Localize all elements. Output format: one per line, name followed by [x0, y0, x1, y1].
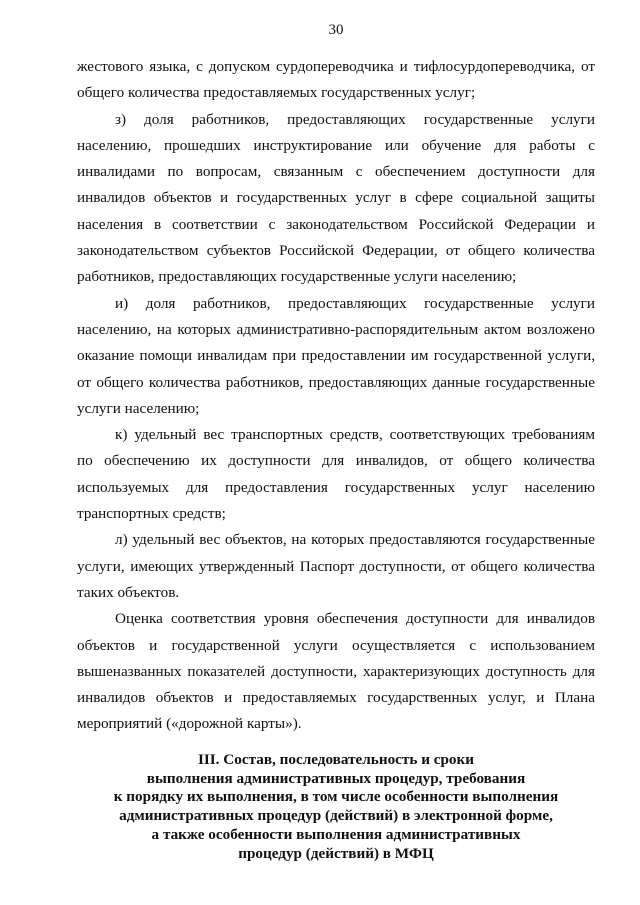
section-heading-line: административных процедур (действий) в электронной форме, [119, 807, 553, 825]
paragraph-item-k: к) удельный вес транспортных средств, соответствующих требованиям по обеспечению их доступности для инвалидов, от общего количества используемых для предоставления государственных услуг населению транспортных средств; [77, 426, 595, 523]
paragraph-continuation: жестового языка, с допуском сурдопереводчика и тифлосурдопереводчика, от общего количества предоставляемых государственных услуг; [77, 58, 595, 102]
section-heading-line: выполнения административных процедур, требования [146, 769, 526, 787]
section-heading-line: процедур (действий) в МФЦ [238, 844, 434, 862]
paragraph-item-i: и) доля работников, предоставляющих государственные услуги населению, на которых административно-распорядительным актом возложено оказание помощи инвалидам при предоставлении им государственной услуги, от общего количества работников, предоставляющих данные государственные услуги населению; [77, 294, 595, 417]
section-heading-line: III. Состав, последовательность и сроки [197, 750, 475, 768]
paragraph-item-l: л) удельный вес объектов, на которых предоставляются государственные услуги, имеющих утвержденный Паспорт доступности, от общего количества таких объектов. [77, 531, 595, 601]
page-number: 30 [328, 22, 344, 38]
section-heading [77, 751, 595, 864]
section-heading-line: к порядку их выполнения, в том числе особенности выполнения [113, 788, 559, 806]
section-heading-line: а также особенности выполнения административных [151, 825, 521, 843]
paragraph-assessment: Оценка соответствия уровня обеспечения доступности для инвалидов объектов и государственной услуги осуществляется с использованием вышеназванных показателей доступности, характеризующих доступность для инвалидов объектов и предоставляемых государственных услуг, и Плана мероприятий («дорожной карты»). [77, 610, 595, 733]
document-page [77, 20, 595, 864]
paragraph-item-z: з) доля работников, предоставляющих государственные услуги населению, прошедших инструктирование или обучение для работы с инвалидами по вопросам, связанным с обеспечением доступности для инвалидов объектов и государственных услуг в сфере социальной защиты населения в соответствии с законодательством Российской Федерации и законодательством субъектов Российской Федерации, от общего количества работников, предоставляющих государственные услуги населению; [77, 110, 595, 286]
